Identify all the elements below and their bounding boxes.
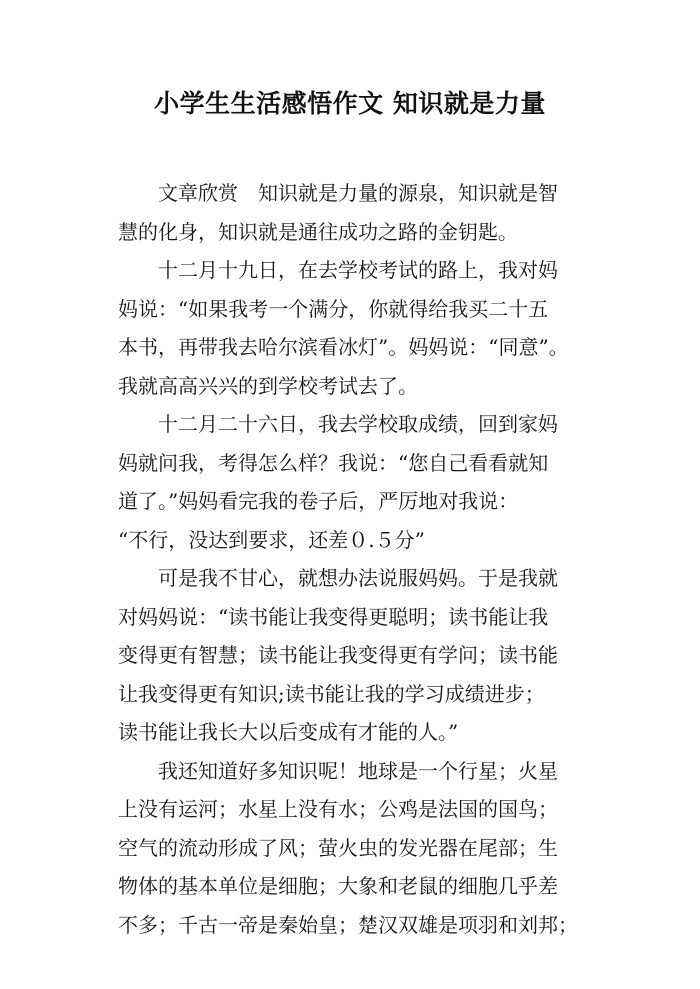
paragraph-line: 妈就问我，考得怎么样？我说：“您自己看看就知 [118,450,549,475]
paragraph-line: 让我变得更有知识;读书能让我的学习成绩进步； [118,681,545,706]
paragraph-line: “不行，没达到要求，还差０.５分” [118,527,425,552]
paragraph-line: 文章欣赏 知识就是力量的源泉，知识就是智 [158,181,558,205]
paragraph-line: 十二月二十六日，我去学校取成绩，回到家妈 [158,412,558,436]
paragraph-line: 读书能让我长大以后变成有才能的人。” [118,720,459,744]
paragraph-line: 不多；千古一帝是秦始皇；楚汉双雄是项羽和刘邦； [118,912,578,937]
paragraph-line: 变得更有智慧；读书能让我变得更有学问；读书能 [118,643,558,667]
paragraph-line: 对妈妈说：“读书能让我变得更聪明；读书能让我 [118,604,549,629]
paragraph-line: 我就高高兴兴的到学校考试去了。 [118,373,418,398]
paragraph-line: 十二月十九日，在去学校考试的路上，我对妈 [158,258,558,282]
paragraph-line: 上没有运河；水星上没有水；公鸡是法国的国鸟； [118,797,558,821]
article-body [118,174,618,944]
paragraph-line: 本书，再带我去哈尔滨看冰灯”。妈妈说：“同意”。 [118,335,569,359]
paragraph-line: 可是我不甘心，就想办法说服妈妈。于是我就 [158,566,558,590]
paragraph-line: 我还知道好多知识呢！地球是一个行星；火星 [158,758,558,783]
paragraph-line: 妈说：“如果我考一个满分，你就得给我买二十五 [118,296,549,321]
paragraph-line: 道了。”妈妈看完我的卷子后，严厉地对我说： [118,489,519,513]
paragraph-line: 物体的基本单位是细胞；大象和老鼠的细胞几乎差 [118,874,558,898]
paragraph-line: 空气的流动形成了风；萤火虫的发光器在尾部；生 [118,835,558,860]
paragraph-line: 慧的化身，知识就是通往成功之路的金钥匙。 [118,219,518,244]
page-title: 小学生生活感悟作文 知识就是力量 [154,89,546,118]
